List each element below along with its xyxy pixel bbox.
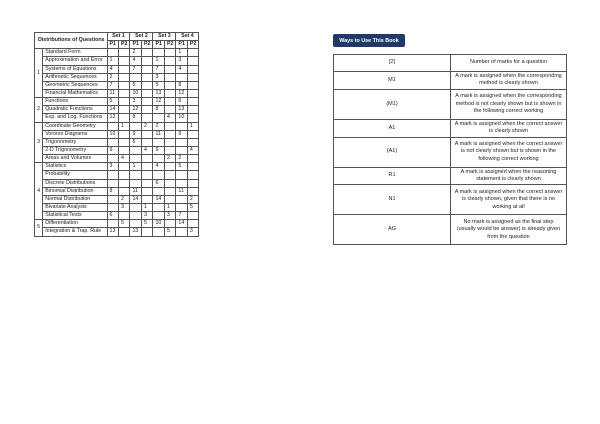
group-number: 2 [35,98,43,122]
topic-name: Coordinate Geometry [43,122,107,130]
topic-row [35,49,199,57]
mark-symbol: AG [334,215,451,245]
question-count: 8 [130,114,141,122]
question-count [187,65,198,73]
topic-row [35,114,199,122]
question-count [164,187,175,195]
question-count: 4 [141,146,152,154]
question-count: 9 [153,146,164,154]
question-count: 11 [107,89,118,97]
question-count: 1 [119,122,130,130]
question-count [187,106,198,114]
question-count [164,89,175,97]
question-count [176,228,187,236]
question-count [141,49,152,57]
topic-name: Statistical Tests [43,212,107,220]
topic-name: Approximation and Error [43,57,107,65]
question-count [141,187,152,195]
topic-name: 2-D Trigonometry [43,146,107,154]
question-count [107,179,118,187]
question-count [107,138,118,146]
question-count: 6 [176,98,187,106]
question-count [187,114,198,122]
question-count [119,163,130,171]
question-count [153,228,164,236]
question-count [164,146,175,154]
topic-name: Integration & Trap. Rule [43,228,107,236]
question-count [107,155,118,163]
question-count: 13 [176,106,187,114]
question-count [164,57,175,65]
topic-row [35,122,199,130]
question-count: 11 [153,130,164,138]
mark-description: A mark is assigned when the reasoning statement is clearly shown [451,167,567,185]
question-count [187,73,198,81]
question-count: 6 [153,179,164,187]
topic-row [35,203,199,211]
question-count [107,203,118,211]
topic-name: Standard Form [43,49,107,57]
question-count: 13 [153,89,164,97]
mark-row [334,55,567,72]
question-count [119,98,130,106]
question-count [153,114,164,122]
question-count: 4 [164,114,175,122]
question-count: 2 [164,155,175,163]
mark-symbol: (A1) [334,137,451,167]
question-count [130,203,141,211]
question-count: 4 [176,65,187,73]
question-count [164,195,175,203]
ways-table [333,54,567,245]
question-count [187,163,198,171]
question-count: 12 [153,98,164,106]
question-count: 9 [130,130,141,138]
question-count [164,98,175,106]
set-header: Set 1 [107,33,130,41]
question-count [130,212,141,220]
question-count: 13 [130,228,141,236]
question-count [187,155,198,163]
question-count: 5 [153,81,164,89]
mark-description: A mark is assigned when the corresponding method is clearly shown [451,72,567,90]
question-count [176,195,187,203]
question-count: 1 [187,122,198,130]
question-count [119,138,130,146]
topic-name: Probability [43,171,107,179]
question-count [119,146,130,154]
mark-row [334,72,567,90]
question-count [141,65,152,73]
question-count [176,146,187,154]
question-count [187,138,198,146]
set-header-row [35,33,199,41]
question-count [107,122,118,130]
question-count [164,163,175,171]
question-count [153,187,164,195]
question-count [176,179,187,187]
mark-row [334,137,567,167]
question-count [107,49,118,57]
topic-name: Trigonometry [43,138,107,146]
question-count [119,81,130,89]
question-count [164,65,175,73]
topic-row [35,179,199,187]
topic-row [35,57,199,65]
question-count [187,187,198,195]
question-count [141,171,152,179]
question-count [119,106,130,114]
paper-header: P1 [107,41,118,49]
set-header: Set 4 [176,33,199,41]
question-count: 2 [141,122,152,130]
question-count [153,171,164,179]
question-count: 2 [130,49,141,57]
question-count: 5 [130,81,141,89]
question-count: 5 [187,203,198,211]
distribution-body [35,49,199,236]
paper-header: P1 [153,41,164,49]
question-count [130,171,141,179]
question-count: 1 [107,57,118,65]
set-header: Set 3 [153,33,176,41]
question-count: 5 [107,98,118,106]
question-count: 3 [107,163,118,171]
topic-name: Arithmetic Sequences [43,73,107,81]
question-count [141,163,152,171]
mark-description: No mark is assigned as the final step (usually would be answer) is already given from the question [451,215,567,245]
topic-name: Voronoi Diagrams [43,130,107,138]
topic-row [35,220,199,228]
question-count [119,65,130,73]
question-count [153,49,164,57]
question-count: 3 [119,203,130,211]
question-count: 9 [107,146,118,154]
question-count: 7 [107,81,118,89]
mark-row [334,185,567,215]
question-count [164,130,175,138]
question-count [187,89,198,97]
question-count: 5 [176,163,187,171]
question-count [141,130,152,138]
question-count [141,57,152,65]
topic-name: Geometric Sequences [43,81,107,89]
ways-title-badge: Ways to Use This Book [333,34,405,47]
question-count [107,220,118,228]
question-count: 8 [153,106,164,114]
mark-symbol: (M1) [334,89,451,119]
question-count [141,155,152,163]
question-count: 7 [130,65,141,73]
question-count [141,81,152,89]
topic-name: Bivariate Analysis [43,203,107,211]
question-count [107,195,118,203]
question-count [119,114,130,122]
question-count [119,212,130,220]
question-count [130,179,141,187]
question-count [130,73,141,81]
topic-name: Areas and Volumes [43,155,107,163]
question-count: 4 [107,65,118,73]
question-count: 1 [164,203,175,211]
mark-symbol: N1 [334,185,451,215]
question-count [187,49,198,57]
mark-symbol: M1 [334,72,451,90]
question-count [130,146,141,154]
topic-row [35,155,199,163]
mark-description: A mark is assigned when the corresponding method is not clearly shown but is shown in the following correct working [451,89,567,119]
question-count [176,73,187,81]
topic-name: Functions [43,98,107,106]
topic-row [35,81,199,89]
question-count [141,179,152,187]
mark-description: A mark is assigned when the correct answer is clearly shown [451,119,567,137]
question-count [176,122,187,130]
topic-row [35,171,199,179]
question-count: 6 [107,212,118,220]
question-count [107,171,118,179]
question-count: 1 [176,49,187,57]
topic-name: Normal Distribution [43,195,107,203]
topic-name: Statistics [43,163,107,171]
question-count: 3 [164,212,175,220]
topic-row [35,195,199,203]
ways-body [334,55,567,245]
paper-header: P2 [141,41,152,49]
question-count: 4 [119,155,130,163]
question-count: 14 [130,195,141,203]
question-count [119,73,130,81]
question-count [153,155,164,163]
topic-row [35,98,199,106]
topic-name: Exp. and Log. Functions [43,114,107,122]
question-count: 1 [141,203,152,211]
topic-row [35,228,199,236]
question-count: 11 [130,187,141,195]
paper-header: P2 [164,41,175,49]
mark-description: A mark is assigned when the correct answer is clearly shown, given that there is no working at all [451,185,567,215]
question-count [164,138,175,146]
question-count: 11 [176,187,187,195]
question-count [176,138,187,146]
topic-row [35,65,199,73]
topic-row [35,187,199,195]
question-count [130,220,141,228]
question-count: 4 [187,146,198,154]
question-count: 2 [119,195,130,203]
topic-name: Systems of Equations [43,65,107,73]
question-count: 2 [176,155,187,163]
question-count: 5 [141,220,152,228]
question-count [187,220,198,228]
question-count [119,187,130,195]
topic-row [35,212,199,220]
set-header: Set 2 [130,33,153,41]
mark-row [334,119,567,137]
topic-row [35,130,199,138]
topic-name: Discrete Distributions [43,179,107,187]
question-count [164,220,175,228]
question-count [119,228,130,236]
question-count [164,122,175,130]
question-count: 3 [153,73,164,81]
mark-symbol: [2] [334,55,451,72]
question-count: 10 [107,130,118,138]
mark-row [334,89,567,119]
group-number: 3 [35,122,43,163]
topic-row [35,138,199,146]
question-count: 3 [141,212,152,220]
question-count [187,179,198,187]
paper-header: P1 [130,41,141,49]
question-count: 6 [130,138,141,146]
question-count [141,114,152,122]
topic-row [35,89,199,97]
question-count [187,81,198,89]
question-count [164,73,175,81]
question-count: 3 [176,57,187,65]
topic-row [35,73,199,81]
question-count [141,89,152,97]
question-count [164,171,175,179]
question-count [141,138,152,146]
question-count [164,81,175,89]
question-count: 10 [176,114,187,122]
question-count [119,179,130,187]
question-count: 7 [176,212,187,220]
question-count: 4 [130,57,141,65]
question-count: 1 [130,163,141,171]
question-count: 1 [153,57,164,65]
question-count [119,130,130,138]
paper-header: P1 [176,41,187,49]
question-count: 8 [176,81,187,89]
question-count: 5 [119,220,130,228]
topic-name: Quadratic Functions [43,106,107,114]
question-count [119,171,130,179]
question-count [187,57,198,65]
question-count [187,212,198,220]
topic-row [35,163,199,171]
question-count [164,49,175,57]
question-count: 12 [107,114,118,122]
question-count [153,212,164,220]
topic-row [35,106,199,114]
question-count [130,155,141,163]
question-count: 14 [153,195,164,203]
question-count [153,138,164,146]
question-count: 3 [187,228,198,236]
question-count: 2 [107,73,118,81]
question-count [130,122,141,130]
question-count [119,57,130,65]
group-number: 4 [35,163,43,220]
question-count [141,106,152,114]
mark-description: A mark is assigned when the correct answer is not clearly shown but is shown in the following correct working [451,137,567,167]
question-count [141,228,152,236]
question-count [164,106,175,114]
question-count: 3 [130,98,141,106]
question-count: 8 [107,187,118,195]
mark-symbol: R1 [334,167,451,185]
question-count: 14 [176,220,187,228]
topic-name: Differentiation [43,220,107,228]
question-count [187,130,198,138]
question-count: 4 [153,163,164,171]
question-count [141,73,152,81]
question-count: 9 [176,130,187,138]
question-count: 12 [130,106,141,114]
question-count [164,179,175,187]
question-count: 2 [187,195,198,203]
topic-row [35,146,199,154]
question-count: 10 [130,89,141,97]
mark-symbol: A1 [334,119,451,137]
question-count [141,195,152,203]
question-count: 10 [153,220,164,228]
group-number: 1 [35,49,43,98]
question-count: 7 [153,65,164,73]
question-count: 12 [176,89,187,97]
question-count [176,171,187,179]
question-count [187,98,198,106]
question-count [187,171,198,179]
question-count: 2 [153,122,164,130]
question-count: 5 [164,228,175,236]
mark-description: Number of marks for a question [451,55,567,72]
mark-row [334,167,567,185]
topic-name: Binomial Distribution [43,187,107,195]
question-count: 13 [107,228,118,236]
question-count [119,49,130,57]
topic-name: Financial Mathematics [43,89,107,97]
question-count [141,98,152,106]
distribution-table [34,32,199,237]
distribution-title: Distributions of Questions [35,33,108,49]
group-number: 5 [35,220,43,236]
paper-header: P2 [187,41,198,49]
question-count: 14 [107,106,118,114]
question-count [153,203,164,211]
paper-header: P2 [119,41,130,49]
question-count [176,203,187,211]
question-count [119,89,130,97]
mark-row [334,215,567,245]
